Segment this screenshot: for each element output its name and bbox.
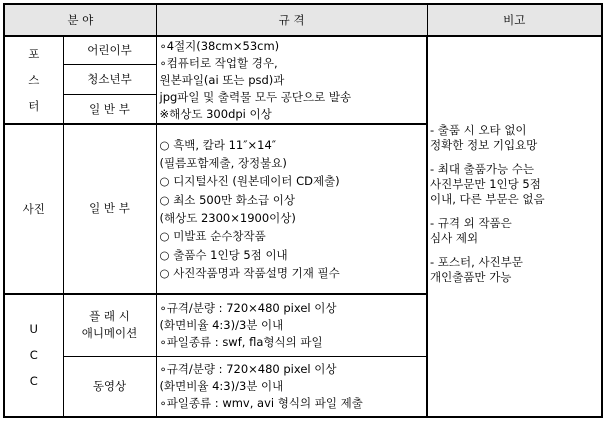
ucc-video-spec (156, 356, 427, 417)
spec-line: ∘규격/분량 : 720×480 pixel 이상 (159, 300, 337, 315)
note-line: 심사 제외 (430, 231, 479, 246)
note-item (430, 162, 601, 207)
photo-sub-general: 일 반 부 (63, 124, 156, 294)
ucc-sub-video: 동영상 (63, 356, 156, 417)
ucc-category-char: C (29, 348, 38, 363)
poster-sub-youth: 청소년부 (63, 65, 156, 95)
header-field: 분 야 (4, 4, 156, 36)
note-line: 사진부문만 1인당 5점 (430, 177, 541, 192)
poster-category-char: 스 (28, 73, 40, 88)
spec-line: ※해상도 300dpi 이상 (159, 106, 272, 121)
note-line: - 최대 출품가능 수는 (430, 162, 534, 177)
spec-line: ○ 흑백, 칼라 11″×14″ (159, 137, 277, 152)
poster-sub-children: 어린이부 (63, 36, 156, 65)
spec-line: ○ 출품수 1인당 5점 이내 (159, 247, 288, 262)
contest-spec-table-wrapper (3, 3, 601, 418)
ucc-category-char: U (29, 322, 38, 337)
spec-line: jpg파일 및 출력물 모두 공단으로 발송 (159, 89, 352, 104)
spec-line: (해상도 2300×1900이상) (159, 210, 296, 225)
spec-line: (화면비율 4:3)/3분 이내 (159, 317, 284, 332)
sub-line: 애니메이션 (81, 326, 138, 341)
note-line: 이내, 다른 부문은 없음 (430, 192, 545, 207)
poster-row-1 (4, 36, 602, 65)
sub-line: 플 래 시 (89, 309, 130, 324)
notes-cell (427, 36, 602, 417)
note-item (430, 216, 601, 246)
spec-line: ∘4절지(38cm×53cm) (159, 38, 280, 53)
spec-line: (필름포함제출, 장정불요) (159, 156, 287, 171)
note-line: 정확한 정보 기입요망 (430, 138, 538, 153)
spec-line: ∘컴퓨터로 작업할 경우, (159, 55, 278, 70)
header-spec: 규 격 (156, 4, 427, 36)
poster-category-char: 포 (28, 47, 40, 62)
poster-category-char: 터 (28, 99, 40, 114)
contest-spec-table (3, 3, 603, 418)
spec-line: 원본파일(ai 또는 psd)과 (159, 72, 285, 87)
note-line: - 규격 외 작품은 (430, 216, 512, 231)
spec-line: ○ 미발표 순수창작품 (159, 229, 266, 244)
spec-line: ∘파일종류 : wmv, avi 형식의 파일 제출 (159, 395, 363, 410)
poster-spec (156, 36, 427, 124)
note-line: 개인출품만 가능 (430, 270, 512, 285)
poster-category (4, 36, 63, 124)
poster-sub-general: 일 반 부 (63, 95, 156, 125)
photo-category: 사진 (4, 124, 63, 294)
ucc-category-char: C (29, 374, 38, 389)
header-row (4, 4, 602, 36)
spec-line: (화면비율 4:3)/3분 이내 (159, 378, 284, 393)
photo-spec (156, 124, 427, 294)
note-item (430, 123, 601, 153)
note-line: - 출품 시 오타 없이 (430, 123, 527, 138)
note-line: - 포스터, 사진부문 (430, 255, 523, 270)
spec-line: ○ 디지털사진 (원본데이터 CD제출) (159, 174, 340, 189)
spec-line: ○ 사진작품명과 작품설명 기재 필수 (159, 265, 340, 280)
ucc-sub-flash (63, 294, 156, 357)
spec-line: ○ 최소 500만 화소급 이상 (159, 192, 295, 207)
ucc-category (4, 294, 63, 417)
spec-line: ∘규격/분량 : 720×480 pixel 이상 (159, 361, 337, 376)
header-note: 비고 (427, 4, 602, 36)
note-item (430, 255, 601, 285)
ucc-flash-spec (156, 294, 427, 357)
spec-line: ∘파일종류 : swf, fla형식의 파일 (159, 334, 323, 349)
